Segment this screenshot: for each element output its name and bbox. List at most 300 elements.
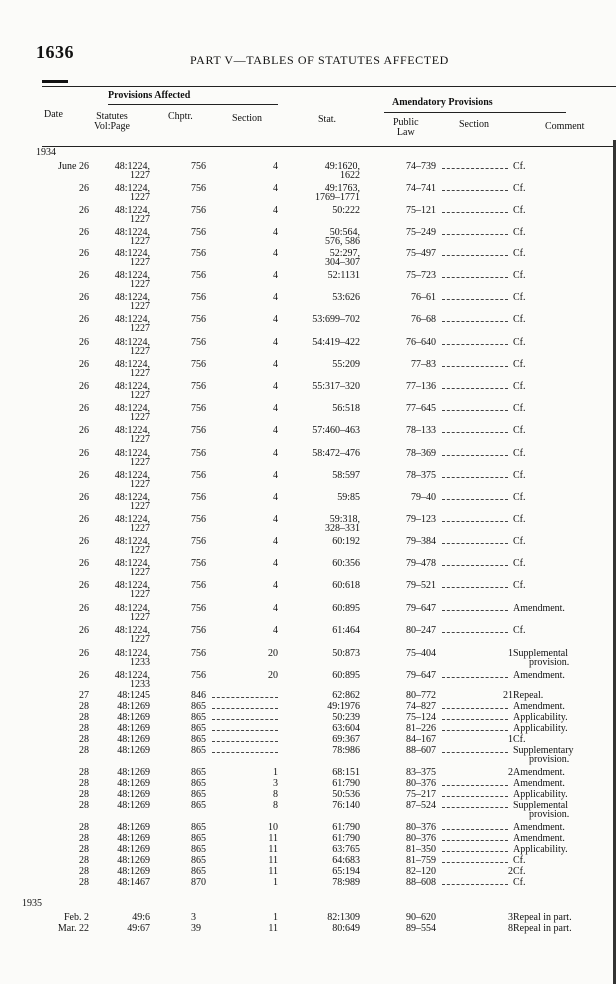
- amendatory-section-leader: [442, 168, 508, 169]
- stat-cell: 61:464: [332, 625, 360, 636]
- chapter-cell: 756: [191, 670, 206, 681]
- comment-cell: Cf.: [513, 314, 526, 325]
- chapter-cell: 756: [191, 425, 206, 436]
- comment-cell: Amendment.: [513, 767, 565, 778]
- amendatory-section-leader: [442, 455, 508, 456]
- comment-cell: Applicability.: [513, 712, 568, 723]
- statutes-cell: 48:1269: [117, 723, 150, 734]
- date-cell: 26: [79, 448, 89, 459]
- amendatory-section-leader: [442, 255, 508, 256]
- stat-cell: 58:597: [332, 470, 360, 481]
- amendatory-section-leader: [442, 796, 508, 797]
- comment-cell: Cf.: [513, 448, 526, 459]
- amendatory-section-leader: [442, 521, 508, 522]
- date-cell: 26: [79, 381, 89, 392]
- amendatory-section-leader: [442, 851, 508, 852]
- stat-cell: 52:1131: [327, 270, 360, 281]
- statutes-cell: 48:1224, 1227: [114, 625, 150, 645]
- public-law-cell: 88–607: [406, 745, 436, 756]
- chapter-cell: 865: [191, 723, 206, 734]
- stat-cell: 52:297, 304–307: [325, 248, 360, 268]
- comment-cell: Cf.: [513, 337, 526, 348]
- date-cell: 26: [79, 580, 89, 591]
- comment-cell: Repeal in part.: [513, 923, 572, 934]
- chapter-cell: 865: [191, 778, 206, 789]
- comment-cell: Cf.: [513, 359, 526, 370]
- year-label: 1934: [36, 147, 56, 158]
- public-law-cell: 80–772: [406, 690, 436, 701]
- public-law-cell: 74–739: [406, 161, 436, 172]
- section-cell: 8: [273, 789, 278, 800]
- public-law-cell: 79–40: [411, 492, 436, 503]
- amendatory-section-leader: [442, 277, 508, 278]
- chapter-cell: 756: [191, 183, 206, 194]
- statutes-cell: 48:1224, 1227: [114, 292, 150, 312]
- date-cell: 28: [79, 789, 89, 800]
- col-comment-header: Comment: [545, 121, 585, 132]
- section-cell: 11: [268, 866, 278, 877]
- statutes-cell: 48:1245: [117, 690, 150, 701]
- comment-cell: Cf.: [513, 492, 526, 503]
- public-law-cell: 75–249: [406, 227, 436, 238]
- public-law-cell: 75–217: [406, 789, 436, 800]
- public-law-cell: 79–647: [406, 670, 436, 681]
- amendatory-section-cell: 3: [508, 912, 513, 923]
- comment-cell: Cf.: [513, 183, 526, 194]
- provisions-affected-heading: Provisions Affected: [108, 90, 191, 101]
- date-cell: 26: [79, 558, 89, 569]
- chapter-cell: 756: [191, 514, 206, 525]
- public-law-cell: 76–640: [406, 337, 436, 348]
- stat-cell: 59:85: [337, 492, 360, 503]
- stat-cell: 49:1620, 1622: [324, 161, 360, 181]
- chapter-cell: 865: [191, 866, 206, 877]
- amendatory-section-leader: [442, 807, 508, 808]
- date-cell: Mar. 22: [57, 923, 89, 934]
- date-cell: 26: [79, 492, 89, 503]
- comment-cell: Amendment.: [513, 701, 565, 712]
- stat-cell: 55:317–320: [312, 381, 360, 392]
- stat-cell: 65:194: [332, 866, 360, 877]
- date-cell: 26: [79, 270, 89, 281]
- statutes-cell: 48:1269: [117, 789, 150, 800]
- statutes-cell: 48:1224, 1227: [114, 514, 150, 534]
- date-cell: 28: [79, 866, 89, 877]
- date-cell: Feb. 2: [64, 912, 89, 923]
- amendatory-section-leader: [442, 299, 508, 300]
- statutes-cell: 48:1269: [117, 833, 150, 844]
- public-law-cell: 89–554: [406, 923, 436, 934]
- section-cell: 4: [273, 536, 278, 547]
- public-law-cell: 75–497: [406, 248, 436, 259]
- chapter-cell: 846: [191, 690, 206, 701]
- date-cell: 26: [79, 248, 89, 259]
- comment-cell: Cf.: [513, 734, 526, 745]
- provisions-affected-rule: [108, 104, 278, 105]
- statutes-cell: 48:1269: [117, 701, 150, 712]
- comment-cell: Cf.: [513, 248, 526, 259]
- stat-cell: 63:604: [332, 723, 360, 734]
- amendatory-section-leader: [442, 829, 508, 830]
- section-cell: 4: [273, 314, 278, 325]
- section-cell: 4: [273, 403, 278, 414]
- public-law-cell: 80–376: [406, 822, 436, 833]
- stat-cell: 60:356: [332, 558, 360, 569]
- comment-cell: Cf.: [513, 270, 526, 281]
- section-leader: [212, 708, 278, 709]
- section-cell: 4: [273, 448, 278, 459]
- amendatory-section-leader: [442, 321, 508, 322]
- stat-cell: 53:699–702: [312, 314, 360, 325]
- date-cell: 26: [79, 425, 89, 436]
- statutes-cell: 48:1224, 1227: [114, 448, 150, 468]
- section-cell: 20: [268, 648, 278, 659]
- comment-cell: Cf.: [513, 403, 526, 414]
- date-cell: 26: [79, 470, 89, 481]
- public-law-cell: 79–123: [406, 514, 436, 525]
- public-law-cell: 79–478: [406, 558, 436, 569]
- stat-cell: 59:318, 328–331: [325, 514, 360, 534]
- public-law-cell: 74–741: [406, 183, 436, 194]
- date-cell: 26: [79, 514, 89, 525]
- stat-cell: 60:895: [332, 603, 360, 614]
- chapter-cell: 756: [191, 625, 206, 636]
- chapter-cell: 756: [191, 381, 206, 392]
- chapter-cell: 756: [191, 205, 206, 216]
- statutes-cell: 48:1269: [117, 800, 150, 811]
- public-law-cell: 81–226: [406, 723, 436, 734]
- statutes-cell: 48:1224, 1227: [114, 470, 150, 490]
- amendatory-section-leader: [442, 432, 508, 433]
- comment-cell: Supplementary provision.: [513, 745, 574, 765]
- comment-cell: Amendment.: [513, 603, 565, 614]
- amendatory-section-leader: [442, 410, 508, 411]
- section-cell: 8: [273, 800, 278, 811]
- statutes-cell: 48:1224, 1227: [114, 161, 150, 181]
- statutes-cell: 48:1269: [117, 734, 150, 745]
- chapter-cell: 756: [191, 536, 206, 547]
- date-cell: 26: [79, 337, 89, 348]
- section-leader: [212, 730, 278, 731]
- section-leader: [212, 697, 278, 698]
- chapter-cell: 3: [191, 912, 196, 923]
- date-cell: 28: [79, 822, 89, 833]
- amendatory-section-leader: [442, 477, 508, 478]
- chapter-cell: 756: [191, 248, 206, 259]
- public-law-cell: 78–375: [406, 470, 436, 481]
- section-cell: 4: [273, 248, 278, 259]
- date-cell: June 26: [58, 161, 89, 172]
- section-cell: 4: [273, 270, 278, 281]
- chapter-cell: 756: [191, 603, 206, 614]
- comment-cell: Repeal.: [513, 690, 544, 701]
- col-date-header: Date: [44, 109, 63, 120]
- comment-cell: Cf.: [513, 866, 526, 877]
- section-cell: 4: [273, 514, 278, 525]
- date-cell: 26: [79, 603, 89, 614]
- amendatory-section-cell: 8: [508, 923, 513, 934]
- statutes-cell: 48:1269: [117, 866, 150, 877]
- public-law-cell: 79–647: [406, 603, 436, 614]
- statutes-cell: 48:1224, 1233: [114, 648, 150, 668]
- stat-cell: 68:151: [332, 767, 360, 778]
- chapter-cell: 756: [191, 558, 206, 569]
- public-law-cell: 83–375: [406, 767, 436, 778]
- statutes-cell: 48:1269: [117, 745, 150, 756]
- amendatory-section-leader: [442, 499, 508, 500]
- chapter-cell: 756: [191, 292, 206, 303]
- section-cell: 4: [273, 580, 278, 591]
- comment-cell: Amendment.: [513, 822, 565, 833]
- statutes-cell: 48:1224, 1227: [114, 425, 150, 445]
- statutes-cell: 48:1224, 1227: [114, 183, 150, 203]
- public-law-cell: 75–723: [406, 270, 436, 281]
- stat-cell: 64:683: [332, 855, 360, 866]
- amendatory-section-leader: [442, 632, 508, 633]
- chapter-cell: 756: [191, 161, 206, 172]
- chapter-cell: 865: [191, 767, 206, 778]
- chapter-cell: 756: [191, 314, 206, 325]
- comment-cell: Cf.: [513, 536, 526, 547]
- stat-cell: 49:1763, 1769–1771: [315, 183, 360, 203]
- stat-cell: 60:192: [332, 536, 360, 547]
- amendatory-section-leader: [442, 344, 508, 345]
- section-cell: 4: [273, 492, 278, 503]
- stat-cell: 57:460–463: [312, 425, 360, 436]
- stat-cell: 80:649: [332, 923, 360, 934]
- col-public-law-header: Public Law: [393, 117, 419, 138]
- amendatory-section-leader: [442, 752, 508, 753]
- section-cell: 11: [268, 923, 278, 934]
- section-cell: 4: [273, 292, 278, 303]
- header-bottom-rule: [42, 146, 616, 147]
- statutes-cell: 48:1224, 1227: [114, 227, 150, 247]
- header-rule: [42, 80, 68, 83]
- amendatory-section-cell: 1: [508, 734, 513, 745]
- chapter-cell: 39: [191, 923, 201, 934]
- amendatory-section-leader: [442, 610, 508, 611]
- section-leader: [212, 719, 278, 720]
- chapter-cell: 756: [191, 403, 206, 414]
- date-cell: 28: [79, 745, 89, 756]
- statutes-cell: 48:1224, 1227: [114, 603, 150, 623]
- chapter-cell: 865: [191, 855, 206, 866]
- date-cell: 26: [79, 625, 89, 636]
- statutes-cell: 49:67: [127, 923, 150, 934]
- public-law-cell: 81–759: [406, 855, 436, 866]
- date-cell: 28: [79, 734, 89, 745]
- chapter-cell: 756: [191, 580, 206, 591]
- public-law-cell: 75–121: [406, 205, 436, 216]
- statutes-cell: 48:1224, 1233: [114, 670, 150, 690]
- chapter-cell: 756: [191, 359, 206, 370]
- date-cell: 28: [79, 701, 89, 712]
- public-law-cell: 77–645: [406, 403, 436, 414]
- public-law-cell: 88–608: [406, 877, 436, 888]
- comment-cell: Cf.: [513, 425, 526, 436]
- public-law-cell: 75–404: [406, 648, 436, 659]
- chapter-cell: 756: [191, 448, 206, 459]
- section-cell: 4: [273, 558, 278, 569]
- chapter-cell: 870: [191, 877, 206, 888]
- statutes-cell: 48:1224, 1227: [114, 248, 150, 268]
- date-cell: 28: [79, 877, 89, 888]
- section-cell: 4: [273, 183, 278, 194]
- year-label: 1935: [22, 898, 42, 909]
- amendatory-section-leader: [442, 366, 508, 367]
- stat-cell: 78:989: [332, 877, 360, 888]
- amendatory-section-cell: 1: [508, 648, 513, 659]
- date-cell: 28: [79, 855, 89, 866]
- section-cell: 4: [273, 359, 278, 370]
- comment-cell: Cf.: [513, 292, 526, 303]
- comment-cell: Supplemental provision.: [513, 648, 570, 668]
- stat-cell: 61:790: [332, 822, 360, 833]
- amendatory-section-leader: [442, 190, 508, 191]
- stat-cell: 76:140: [332, 800, 360, 811]
- public-law-cell: 77–136: [406, 381, 436, 392]
- statutes-cell: 48:1467: [117, 877, 150, 888]
- public-law-cell: 77–83: [411, 359, 436, 370]
- comment-cell: Amendment.: [513, 778, 565, 789]
- statutes-cell: 48:1224, 1227: [114, 403, 150, 423]
- table-top-rule: [42, 86, 616, 87]
- public-law-cell: 75–124: [406, 712, 436, 723]
- amendatory-section-leader: [442, 840, 508, 841]
- statutes-cell: 49:6: [132, 912, 150, 923]
- statutes-cell: 48:1224, 1227: [114, 492, 150, 512]
- comment-cell: Cf.: [513, 227, 526, 238]
- date-cell: 28: [79, 712, 89, 723]
- comment-cell: Cf.: [513, 580, 526, 591]
- chapter-cell: 865: [191, 734, 206, 745]
- statutes-cell: 48:1224, 1227: [114, 337, 150, 357]
- chapter-cell: 865: [191, 800, 206, 811]
- comment-cell: Cf.: [513, 855, 526, 866]
- statutes-cell: 48:1224, 1227: [114, 558, 150, 578]
- amendatory-section-leader: [442, 565, 508, 566]
- date-cell: 26: [79, 227, 89, 238]
- comment-cell: Cf.: [513, 161, 526, 172]
- chapter-cell: 756: [191, 470, 206, 481]
- stat-cell: 60:618: [332, 580, 360, 591]
- chapter-cell: 865: [191, 701, 206, 712]
- amendatory-section-leader: [442, 708, 508, 709]
- date-cell: 26: [79, 648, 89, 659]
- section-cell: 3: [273, 778, 278, 789]
- date-cell: 26: [79, 670, 89, 681]
- col-section-header: Section: [232, 113, 262, 124]
- date-cell: 28: [79, 778, 89, 789]
- statutes-cell: 48:1224, 1227: [114, 205, 150, 225]
- section-cell: 4: [273, 205, 278, 216]
- public-law-cell: 80–376: [406, 778, 436, 789]
- statutes-cell: 48:1269: [117, 844, 150, 855]
- section-cell: 4: [273, 625, 278, 636]
- chapter-cell: 865: [191, 822, 206, 833]
- date-cell: 27: [79, 690, 89, 701]
- chapter-cell: 865: [191, 789, 206, 800]
- amendatory-section-leader: [442, 730, 508, 731]
- public-law-cell: 80–247: [406, 625, 436, 636]
- statutes-cell: 48:1269: [117, 767, 150, 778]
- comment-cell: Amendment.: [513, 833, 565, 844]
- public-law-cell: 79–384: [406, 536, 436, 547]
- date-cell: 28: [79, 844, 89, 855]
- date-cell: 28: [79, 833, 89, 844]
- statutes-cell: 48:1269: [117, 855, 150, 866]
- section-cell: 10: [268, 822, 278, 833]
- col-stat-header: Stat.: [318, 114, 337, 125]
- section-cell: 20: [268, 670, 278, 681]
- statutes-cell: 48:1224, 1227: [114, 314, 150, 334]
- public-law-cell: 76–68: [411, 314, 436, 325]
- chapter-cell: 865: [191, 745, 206, 756]
- public-law-cell: 74–827: [406, 701, 436, 712]
- comment-cell: Cf.: [513, 381, 526, 392]
- chapter-cell: 756: [191, 337, 206, 348]
- stat-cell: 50:239: [332, 712, 360, 723]
- stat-cell: 56:518: [332, 403, 360, 414]
- section-cell: 4: [273, 227, 278, 238]
- amendatory-section-cell: 2: [508, 767, 513, 778]
- section-cell: 11: [268, 833, 278, 844]
- public-law-cell: 82–120: [406, 866, 436, 877]
- section-leader: [212, 752, 278, 753]
- stat-cell: 61:790: [332, 833, 360, 844]
- chapter-cell: 865: [191, 844, 206, 855]
- stat-cell: 69:367: [332, 734, 360, 745]
- date-cell: 26: [79, 359, 89, 370]
- date-cell: 26: [79, 536, 89, 547]
- chapter-cell: 865: [191, 712, 206, 723]
- comment-cell: Applicability.: [513, 789, 568, 800]
- public-law-cell: 90–620: [406, 912, 436, 923]
- public-law-cell: 78–369: [406, 448, 436, 459]
- stat-cell: 58:472–476: [312, 448, 360, 459]
- date-cell: 26: [79, 314, 89, 325]
- date-cell: 28: [79, 767, 89, 778]
- chapter-cell: 865: [191, 833, 206, 844]
- amendatory-section-leader: [442, 234, 508, 235]
- stat-cell: 50:564, 576, 586: [325, 227, 360, 247]
- comment-cell: Repeal in part.: [513, 912, 572, 923]
- stat-cell: 62:862: [332, 690, 360, 701]
- statutes-cell: 48:1224, 1227: [114, 536, 150, 556]
- section-cell: 1: [273, 767, 278, 778]
- date-cell: 26: [79, 403, 89, 414]
- statutes-cell: 48:1269: [117, 778, 150, 789]
- chapter-cell: 756: [191, 648, 206, 659]
- public-law-cell: 87–524: [406, 800, 436, 811]
- amendatory-section-leader: [442, 719, 508, 720]
- amendatory-section-cell: 21: [503, 690, 513, 701]
- amendatory-section-cell: 2: [508, 866, 513, 877]
- comment-cell: Applicability.: [513, 723, 568, 734]
- comment-cell: Cf.: [513, 625, 526, 636]
- comment-cell: Supplemental provision.: [513, 800, 570, 820]
- section-cell: 1: [273, 877, 278, 888]
- date-cell: 26: [79, 205, 89, 216]
- section-cell: 4: [273, 425, 278, 436]
- comment-cell: Amendment.: [513, 670, 565, 681]
- date-cell: 28: [79, 800, 89, 811]
- stat-cell: 82:1309: [327, 912, 360, 923]
- amendatory-section-leader: [442, 543, 508, 544]
- amendatory-provisions-heading: Amendatory Provisions: [392, 97, 493, 108]
- amendatory-section-leader: [442, 862, 508, 863]
- amendatory-section-leader: [442, 884, 508, 885]
